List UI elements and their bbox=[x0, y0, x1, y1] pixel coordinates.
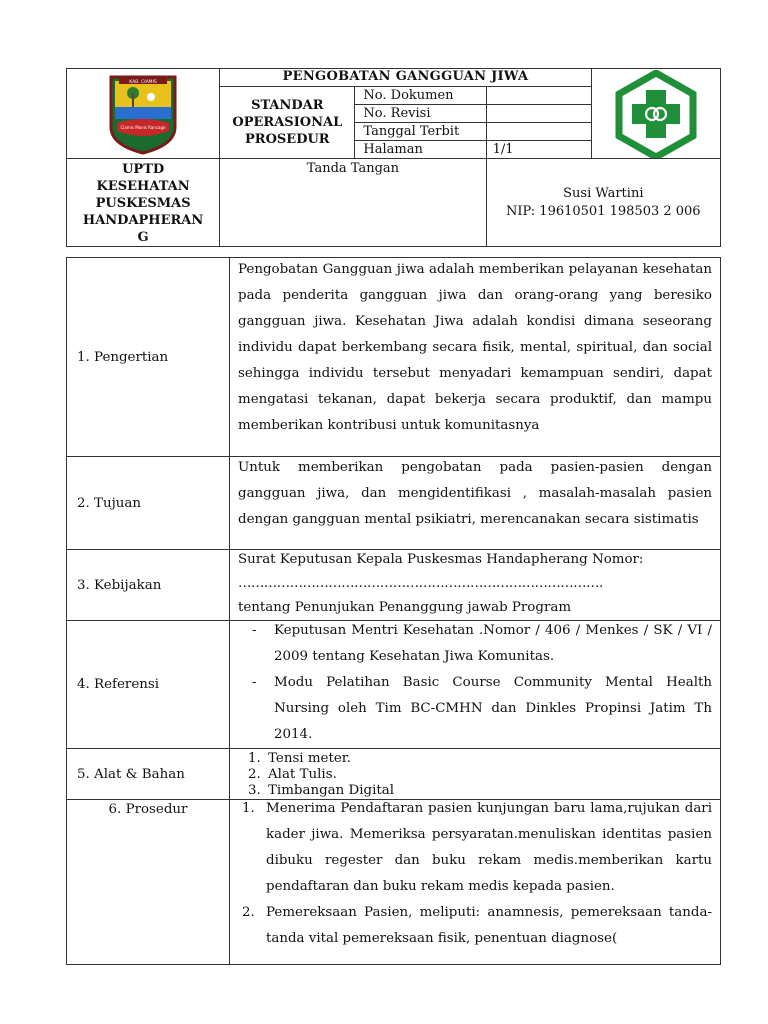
list-item: 3. Timbangan Digital bbox=[248, 783, 395, 798]
sop-content-table bbox=[66, 257, 721, 965]
section-text-pengertian: Pengobatan Gangguan jiwa adalah memberikan pelayanan kesehatan pada penderita gangguan jiwa dan orang-orang yang beresiko gangguan jiwa. Kesehatan Jiwa adalah kondisi dimana seseorang individu dapat berkembang secara fisik, mental, spiritual, dan social sehingga individu tersebut menyadari kemampuan sendiri, dapat mengatasi tekanan, dapat bekerja secara produktif, dan mampu memberikan kontribusi untuk komunitasnya bbox=[230, 258, 721, 457]
section-text-prosedur bbox=[230, 800, 721, 965]
logo-cell bbox=[67, 69, 220, 159]
field-label-no-dokumen: No. Dokumen bbox=[355, 87, 486, 105]
signer-name: Susi Wartini bbox=[563, 185, 644, 201]
svg-text:KAB. CIAMIS: KAB. CIAMIS bbox=[129, 80, 157, 85]
field-label-no-revisi: No. Revisi bbox=[355, 105, 486, 123]
sop-label: STANDAR OPERASIONAL PROSEDUR bbox=[220, 87, 355, 159]
document-header bbox=[66, 68, 721, 247]
section-text-referensi bbox=[230, 621, 721, 749]
puskesmas-logo-cell bbox=[591, 69, 720, 159]
list-item: - Modu Pelatihan Basic Course Community Mental Health Nursing oleh Tim BC-CMHN dan Dinkles Propinsi Jatim Th 2014. bbox=[252, 675, 712, 742]
section-text-kebijakan: Surat Keputusan Kepala Puskesmas Handapherang Nomor: …………………………………………………………………………. tentang Penunjukan Penanggung jawab Program bbox=[230, 550, 721, 621]
section-label-kebijakan: 3. Kebijakan bbox=[67, 550, 230, 621]
signer-block bbox=[486, 159, 720, 247]
section-label-tujuan: 2. Tujuan bbox=[67, 457, 230, 550]
svg-text:Ciamis Manis Rancage: Ciamis Manis Rancage bbox=[120, 125, 166, 130]
field-label-tanggal-terbit: Tanggal Terbit bbox=[355, 123, 486, 141]
document-title: PENGOBATAN GANGGUAN JIWA bbox=[220, 69, 592, 87]
field-value-no-revisi bbox=[486, 105, 591, 123]
list-item: - Keputusan Mentri Kesehatan .Nomor / 406 / Menkes / SK / VI / 2009 tentang Kesehatan Jiwa Komunitas. bbox=[252, 623, 712, 664]
signature-label: Tanda Tangan bbox=[306, 161, 400, 176]
section-label-alat-bahan: 5. Alat & Bahan bbox=[67, 749, 230, 800]
unit-name: UPTD KESEHATAN PUSKESMAS HANDAPHERAN G bbox=[67, 159, 220, 247]
section-text-tujuan: Untuk memberikan pengobatan pada pasien-pasien dengan gangguan jiwa, dan mengidentifikasi , masalah-masalah pasien dengan gangguan mental psikiatri, merencanakan secara sistimatis bbox=[230, 457, 721, 550]
list-item: 1. Menerima Pendaftaran pasien kunjungan baru lama,rujukan dari kader jiwa. Memeriksa persyaratan.menuliskan identitas pasien dibuku regester dan buku rekam medis.memberikan kartu pendaftaran dan buku rekam medis kepada pasien. bbox=[242, 801, 712, 894]
section-label-prosedur: 6. Prosedur bbox=[67, 800, 230, 965]
list-item: 2. Alat Tulis. bbox=[248, 767, 337, 782]
field-value-halaman: 1/1 bbox=[486, 141, 591, 159]
section-label-pengertian: 1. Pengertian bbox=[67, 258, 230, 457]
signature-area bbox=[220, 159, 486, 247]
signer-nip: NIP: 19610501 198503 2 006 bbox=[506, 203, 701, 219]
ciamis-regency-logo bbox=[67, 69, 219, 157]
list-item: 1. Tensi meter. bbox=[248, 751, 351, 766]
section-label-referensi: 4. Referensi bbox=[67, 621, 230, 749]
puskesmas-logo bbox=[592, 70, 720, 158]
section-text-alat-bahan bbox=[230, 749, 721, 800]
field-value-tanggal-terbit bbox=[486, 123, 591, 141]
field-value-no-dokumen bbox=[486, 87, 591, 105]
list-item: 2. Pemereksaan Pasien, meliputi: anamnesis, pemereksaan tanda-tanda vital pemereksaan fisik, penentuan diagnose( bbox=[242, 905, 712, 946]
field-label-halaman: Halaman bbox=[355, 141, 486, 159]
